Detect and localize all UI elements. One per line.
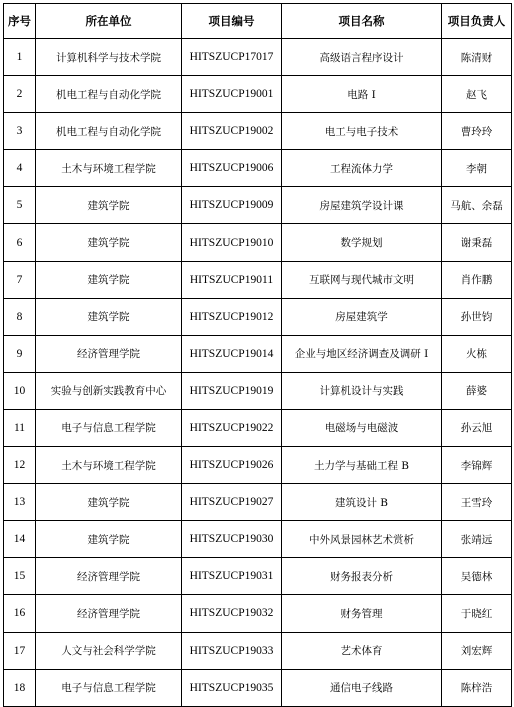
unit-cell: 土木与环境工程学院 (36, 447, 182, 484)
project-leader-cell: 火栋 (442, 335, 512, 372)
project-name-cell: 房屋建筑学 (282, 298, 442, 335)
project-code-cell: HITSZUCP19011 (182, 261, 282, 298)
project-leader-cell: 李锦辉 (442, 447, 512, 484)
table-row (4, 335, 512, 372)
project-code-cell: HITSZUCP19001 (182, 76, 282, 113)
project-code-cell: HITSZUCP19031 (182, 558, 282, 595)
project-code-cell: HITSZUCP19027 (182, 484, 282, 521)
unit-cell: 建筑学院 (36, 224, 182, 261)
project-name-cell: 工程流体力学 (282, 150, 442, 187)
project-leader-cell: 王雪玲 (442, 484, 512, 521)
project-name-cell: 土力学与基础工程 B (282, 447, 442, 484)
project-leader-cell: 谢秉磊 (442, 224, 512, 261)
project-name-cell: 财务管理 (282, 595, 442, 632)
seq-cell: 7 (4, 261, 36, 298)
project-table (3, 3, 512, 707)
table-row (4, 484, 512, 521)
unit-cell: 土木与环境工程学院 (36, 150, 182, 187)
project-leader-cell: 刘宏辉 (442, 632, 512, 669)
project-name-cell: 企业与地区经济调查及调研 I (282, 335, 442, 372)
project-leader-cell: 孙云旭 (442, 409, 512, 446)
unit-cell: 机电工程与自动化学院 (36, 113, 182, 150)
seq-cell: 11 (4, 409, 36, 446)
header-unit: 所在单位 (36, 4, 182, 39)
header-seq: 序号 (4, 4, 36, 39)
unit-cell: 建筑学院 (36, 298, 182, 335)
table-row (4, 409, 512, 446)
seq-cell: 12 (4, 447, 36, 484)
unit-cell: 机电工程与自动化学院 (36, 76, 182, 113)
project-leader-cell: 李朝 (442, 150, 512, 187)
unit-cell: 经济管理学院 (36, 335, 182, 372)
header-project-code: 项目编号 (182, 4, 282, 39)
project-code-cell: HITSZUCP19035 (182, 669, 282, 706)
project-name-cell: 数学规划 (282, 224, 442, 261)
project-leader-cell: 马航、余磊 (442, 187, 512, 224)
seq-cell: 9 (4, 335, 36, 372)
project-code-cell: HITSZUCP17017 (182, 39, 282, 76)
project-leader-cell: 赵飞 (442, 76, 512, 113)
unit-cell: 建筑学院 (36, 521, 182, 558)
table-row (4, 39, 512, 76)
project-name-cell: 建筑设计 B (282, 484, 442, 521)
seq-cell: 13 (4, 484, 36, 521)
seq-cell: 10 (4, 372, 36, 409)
project-name-cell: 通信电子线路 (282, 669, 442, 706)
project-code-cell: HITSZUCP19014 (182, 335, 282, 372)
project-leader-cell: 陈梓浩 (442, 669, 512, 706)
project-code-cell: HITSZUCP19022 (182, 409, 282, 446)
project-leader-cell: 张靖远 (442, 521, 512, 558)
project-name-cell: 财务报表分析 (282, 558, 442, 595)
seq-cell: 2 (4, 76, 36, 113)
project-leader-cell: 吴德林 (442, 558, 512, 595)
table-row (4, 76, 512, 113)
project-leader-cell: 曹玲玲 (442, 113, 512, 150)
table-header-row (4, 4, 512, 39)
seq-cell: 17 (4, 632, 36, 669)
table-row (4, 298, 512, 335)
project-code-cell: HITSZUCP19019 (182, 372, 282, 409)
seq-cell: 8 (4, 298, 36, 335)
table-row (4, 558, 512, 595)
header-project-leader: 项目负责人 (442, 4, 512, 39)
header-project-name: 项目名称 (282, 4, 442, 39)
unit-cell: 建筑学院 (36, 484, 182, 521)
unit-cell: 电子与信息工程学院 (36, 669, 182, 706)
table-row (4, 261, 512, 298)
table-row (4, 113, 512, 150)
project-name-cell: 高级语言程序设计 (282, 39, 442, 76)
project-leader-cell: 于晓红 (442, 595, 512, 632)
table-row (4, 187, 512, 224)
table-row (4, 669, 512, 706)
project-name-cell: 电工与电子技术 (282, 113, 442, 150)
project-code-cell: HITSZUCP19026 (182, 447, 282, 484)
unit-cell: 电子与信息工程学院 (36, 409, 182, 446)
table-row (4, 372, 512, 409)
project-name-cell: 计算机设计与实践 (282, 372, 442, 409)
project-leader-cell: 肖作鹏 (442, 261, 512, 298)
unit-cell: 建筑学院 (36, 187, 182, 224)
project-code-cell: HITSZUCP19009 (182, 187, 282, 224)
table-row (4, 632, 512, 669)
project-name-cell: 中外风景园林艺术赏析 (282, 521, 442, 558)
unit-cell: 建筑学院 (36, 261, 182, 298)
project-code-cell: HITSZUCP19032 (182, 595, 282, 632)
table-row (4, 447, 512, 484)
table-row (4, 150, 512, 187)
project-code-cell: HITSZUCP19033 (182, 632, 282, 669)
seq-cell: 4 (4, 150, 36, 187)
seq-cell: 5 (4, 187, 36, 224)
seq-cell: 6 (4, 224, 36, 261)
seq-cell: 18 (4, 669, 36, 706)
project-name-cell: 房屋建筑学设计课 (282, 187, 442, 224)
project-code-cell: HITSZUCP19012 (182, 298, 282, 335)
project-code-cell: HITSZUCP19006 (182, 150, 282, 187)
project-code-cell: HITSZUCP19010 (182, 224, 282, 261)
project-name-cell: 电路 I (282, 76, 442, 113)
table-body (4, 39, 512, 707)
seq-cell: 16 (4, 595, 36, 632)
project-name-cell: 艺术体育 (282, 632, 442, 669)
unit-cell: 人文与社会科学学院 (36, 632, 182, 669)
table-row (4, 521, 512, 558)
unit-cell: 经济管理学院 (36, 595, 182, 632)
seq-cell: 14 (4, 521, 36, 558)
project-code-cell: HITSZUCP19002 (182, 113, 282, 150)
project-name-cell: 互联网与现代城市文明 (282, 261, 442, 298)
project-name-cell: 电磁场与电磁波 (282, 409, 442, 446)
table-row (4, 224, 512, 261)
project-leader-cell: 薛婆 (442, 372, 512, 409)
seq-cell: 3 (4, 113, 36, 150)
seq-cell: 1 (4, 39, 36, 76)
unit-cell: 计算机科学与技术学院 (36, 39, 182, 76)
table-row (4, 595, 512, 632)
unit-cell: 经济管理学院 (36, 558, 182, 595)
project-leader-cell: 孙世钧 (442, 298, 512, 335)
seq-cell: 15 (4, 558, 36, 595)
project-code-cell: HITSZUCP19030 (182, 521, 282, 558)
project-leader-cell: 陈清财 (442, 39, 512, 76)
unit-cell: 实验与创新实践教育中心 (36, 372, 182, 409)
